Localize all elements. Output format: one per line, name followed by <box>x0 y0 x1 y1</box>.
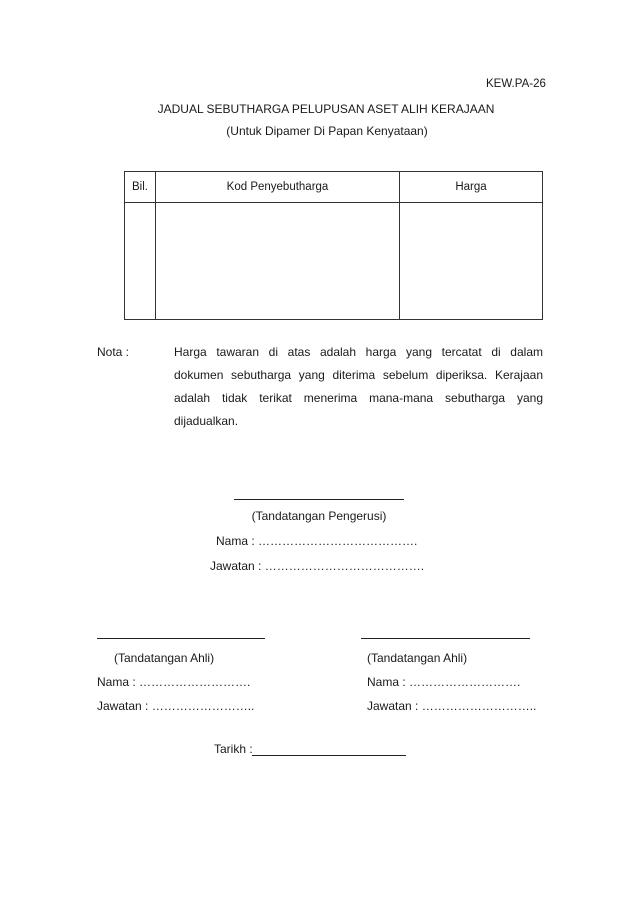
expert-left-signature-caption: (Tandatangan Ahli) <box>114 651 215 665</box>
form-subtitle: (Untuk Dipamer Di Papan Kenyataan) <box>226 124 428 138</box>
chairman-jawatan-field[interactable]: Jawatan : …………………………………. <box>210 559 425 573</box>
form-title: JADUAL SEBUTHARGA PELUPUSAN ASET ALIH KERAJAAN <box>157 102 495 116</box>
expert-left-jawatan-field[interactable]: Jawatan : …………………….. <box>97 699 255 713</box>
form-code: KEW.PA-26 <box>486 78 546 90</box>
chairman-nama-field[interactable]: Nama : …………………………………. <box>216 534 418 548</box>
expert-right-nama-field[interactable]: Nama : ………………………. <box>367 675 521 689</box>
expert-right-jawatan-field[interactable]: Jawatan : ……………………….. <box>367 699 537 713</box>
header-bil: Bil. <box>125 172 156 203</box>
expert-left-nama-field[interactable]: Nama : ………………………. <box>97 675 251 689</box>
cell-kod-penyebutharga[interactable] <box>156 203 400 320</box>
table-row <box>125 203 543 320</box>
header-kod-penyebutharga: Kod Penyebutharga <box>156 172 400 203</box>
header-harga: Harga <box>400 172 543 203</box>
tarikh-input-line[interactable] <box>252 755 406 756</box>
expert-right-signature-caption: (Tandatangan Ahli) <box>367 651 468 665</box>
nota-label: Nota : <box>97 345 130 359</box>
expert-left-signature-line[interactable] <box>97 638 265 639</box>
chairman-signature-caption: (Tandatangan Pengerusi) <box>251 509 387 523</box>
expert-right-signature-line[interactable] <box>361 638 530 639</box>
cell-harga[interactable] <box>400 203 543 320</box>
table-header-row <box>125 172 543 203</box>
cell-bil[interactable] <box>125 203 156 320</box>
chairman-signature-line[interactable] <box>234 499 404 500</box>
nota-text: Harga tawaran di atas adalah harga yang tercatat di dalam dokumen sebutharga yang diterima sebelum diperiksa. Kerajaan adalah tidak terikat menerima mana-mana sebutharga yang dijadualkan. <box>174 345 543 428</box>
sebutharga-table <box>124 171 543 320</box>
tarikh-label: Tarikh : <box>214 742 253 756</box>
